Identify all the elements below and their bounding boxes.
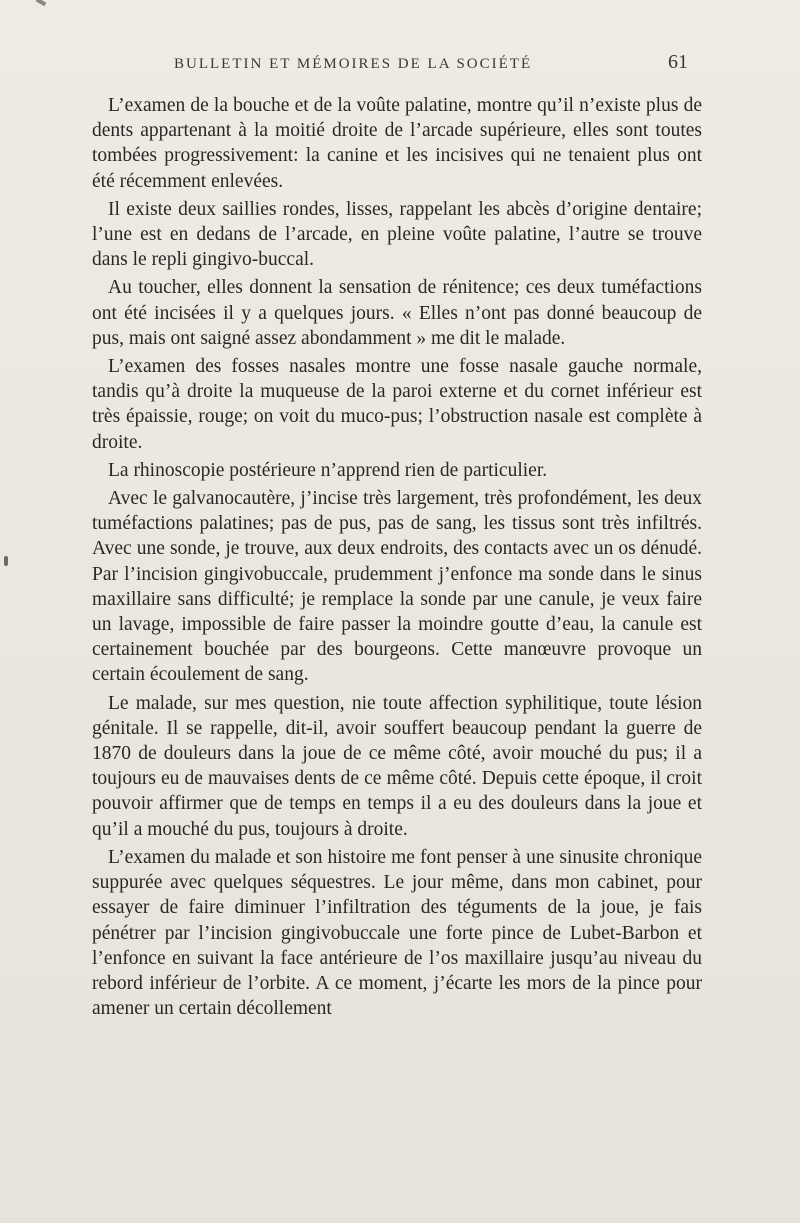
margin-mark — [4, 556, 8, 566]
paragraph: Il existe deux saillies rondes, lisses, rappelant les abcès d’origine dentaire; l’une est en dedans de l’arcade, en pleine voûte palatine, l’autre se trouve dans le repli gingivo-buccal. — [92, 198, 702, 271]
paragraph: La rhinoscopie postérieure n’apprend rien de particulier. — [108, 459, 548, 481]
paragraph: L’examen des fosses nasales montre une fosse nasale gauche normale, tandis qu’à droite la muqueuse de la paroi externe et du cornet inférieur est très épaissie, rouge; on voit du muco-pus; l’obstruction nasale est complète à droite. — [92, 356, 702, 453]
body-text — [92, 93, 702, 1024]
corner-mark — [36, 0, 47, 6]
paragraph: L’examen de la bouche et de la voûte palatine, montre qu’il n’existe plus de dents appartenant à la moitié droite de l’arcade supérieure, elles sont toutes tombées progressivement: la canine et les incisives qui ne tenaient plus ont été récemment enlevées. — [92, 95, 702, 192]
paragraph: Au toucher, elles donnent la sensation de rénitence; ces deux tuméfactions ont été incisées il y a quelques jours. « Elles n’ont pas donné beaucoup de pus, mais ont saigné assez abondamment » me dit le malade. — [92, 277, 702, 349]
paragraph: L’examen du malade et son histoire me font penser à une sinusite chronique suppurée avec quelques séquestres. Le jour même, dans mon cabinet, pour essayer de faire diminuer l’infiltration des téguments de la joue, je fais pénétrer par l’incision gingivobuccale une forte pince de Lubet-Barbon et l’enfonce en suivant la face antérieure de l’os maxillaire jusqu’au niveau du rebord inférieur de l’orbite. A ce moment, j’écarte les mors de la pince pour amener un certain décollement — [92, 846, 702, 1020]
paragraph: Avec le galvanocautère, j’incise très largement, très profondément, les deux tuméfactions palatines; pas de pus, pas de sang, les tissus sont très infiltrés. Avec une sonde, je trouve, aux deux endroits, des contacts avec un os dénudé. Par l’incision gingivobuccale, prudemment j’enfonce ma sonde dans le sinus maxillaire sans difficulté; je remplace la sonde par une canule, je veux faire un lavage, impossible de faire passer la moindre goutte d’eau, la canule est certainement bouchée par des bourgeons. Cette manœuvre provoque un certain écoulement de sang. — [92, 488, 702, 686]
running-head: BULLETIN ET MÉMOIRES DE LA SOCIÉTÉ — [174, 56, 533, 72]
paragraph: Le malade, sur mes question, nie toute affection syphilitique, toute lésion génitale. Il se rappelle, dit-il, avoir souffert beaucoup pendant la guerre de 1870 de douleurs dans la joue de ce même côté, avoir mouché du pus; il a toujours eu de mauvaises dents de ce même côté. Depuis cette époque, il croit pouvoir affirmer que de temps en temps il a eu des douleurs dans la joue et qu’il a mouché du pus, toujours à droite. — [92, 692, 702, 840]
page-header — [92, 50, 692, 78]
page-number: 61 — [668, 51, 688, 73]
